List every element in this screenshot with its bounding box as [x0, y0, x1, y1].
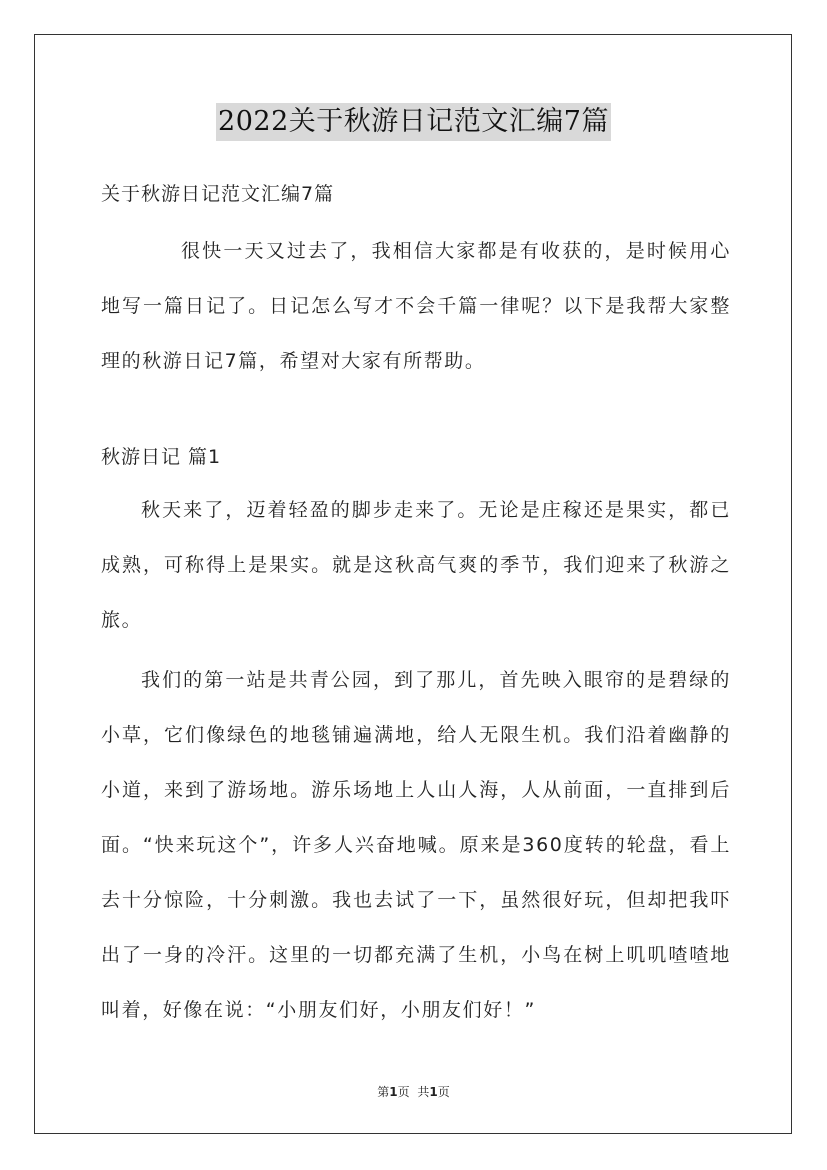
document-subtitle: 关于秋游日记范文汇编7篇 [101, 183, 335, 205]
total-prefix: 共 [417, 1085, 430, 1099]
title-container [0, 103, 827, 141]
total-suffix: 页 [437, 1085, 450, 1099]
section-heading: 秋游日记 篇1 [101, 446, 222, 468]
page-number: 1 [389, 1085, 398, 1099]
page-prefix: 第 [377, 1085, 390, 1099]
page-suffix: 页 [397, 1085, 410, 1099]
document-title: 2022关于秋游日记范文汇编7篇 [216, 103, 611, 141]
intro-paragraph: 很快一天又过去了，我相信大家都是有收获的，是时候用心地写一篇日记了。日记怎么写才不会千篇一律呢？以下是我帮大家整理的秋游日记7篇，希望对大家有所帮助。 [101, 240, 731, 372]
body-paragraph-1: 秋天来了，迈着轻盈的脚步走来了。无论是庄稼还是果实，都已成熟，可称得上是果实。就是这秋高气爽的季节，我们迎来了秋游之旅。 [101, 499, 731, 631]
total-pages: 1 [429, 1085, 438, 1099]
page-footer [0, 1083, 827, 1100]
document-body [101, 174, 731, 1038]
body-paragraph-2: 我们的第一站是共青公园，到了那儿，首先映入眼帘的是碧绿的小草，它们像绿色的地毯铺遍满地，给人无限生机。我们沿着幽静的小道，来到了游场地。游乐场地上人山人海，人从前面，一直排到后面。“快来玩这个”，许多人兴奋地喊。原来是360度转的轮盘，看上去十分惊险，十分刺激。我也去试了一下，虽然很好玩，但却把我吓出了一身的冷汗。这里的一切都充满了生机，小鸟在树上叽叽喳喳地叫着，好像在说：“小朋友们好，小朋友们好！” [101, 669, 731, 1021]
